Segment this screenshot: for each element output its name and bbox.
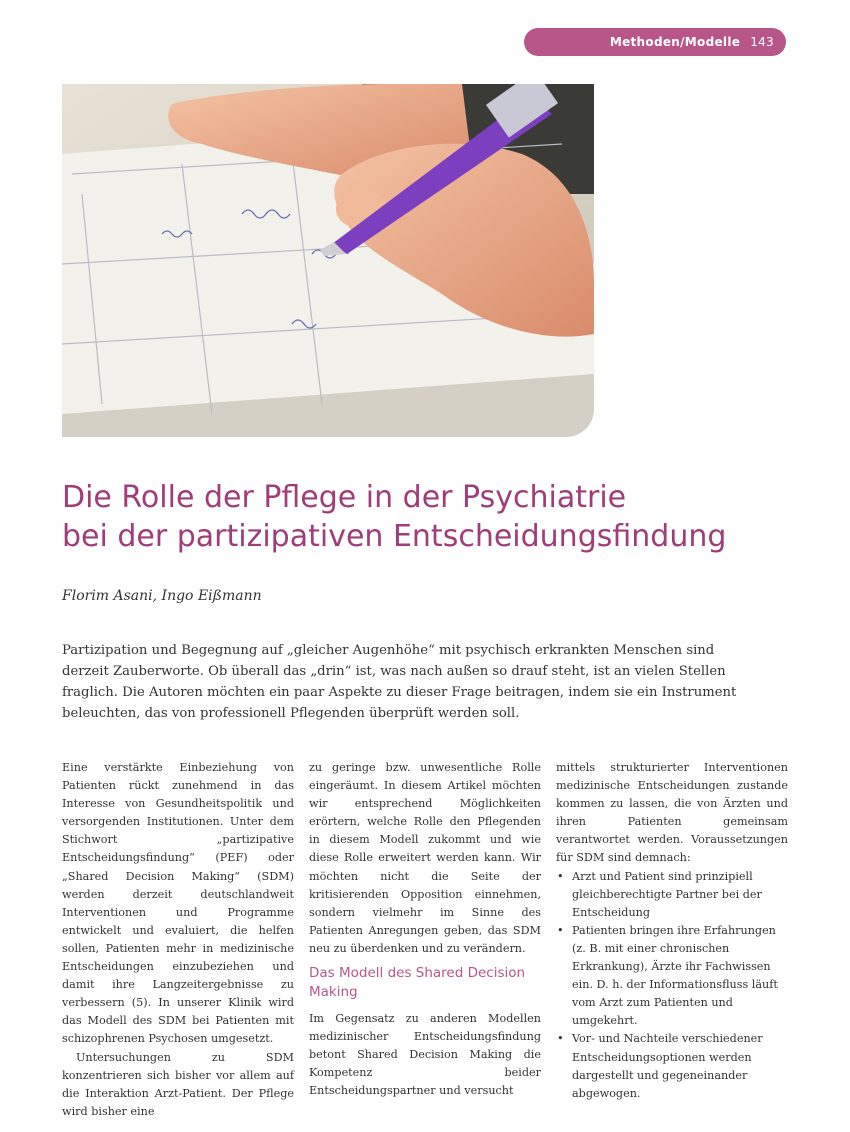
lead-paragraph bbox=[62, 640, 762, 724]
section-header-badge bbox=[524, 28, 786, 56]
paragraph: mittels strukturierter Interventionen medizinische Entscheidungen zustande kommen zu lassen, die von Ärzten und ihren Patienten gemeinsam verantwortet werden. Voraussetzungen für SDM sind demnach: bbox=[556, 761, 788, 865]
paragraph: Untersuchungen zu SDM konzentrieren sich bisher vor allem auf die Interaktion Arzt-Patient. Der Pflege wird bisher eine bbox=[62, 1050, 294, 1118]
paragraph: Im Gegensatz zu anderen Modellen medizinischer Entscheidungsfindung betont Shared Decision Making die Kompetenz beider Entscheidungspartner und versucht bbox=[309, 1012, 541, 1098]
authors: Florim Asani, Ingo Eißmann bbox=[62, 588, 262, 604]
column-3 bbox=[556, 759, 788, 1103]
paragraph: zu geringe bzw. unwesentliche Rolle eingeräumt. In diesem Artikel möchten wir entsprechend Möglichkeiten erörtern, welche Rolle den Pflegenden in diesem Modell zukommt und wie diese Rolle erweitert werden kann. Wir möchten nicht die Seite der kritisierenden Opposition einnehmen, sondern vielmehr im Sinne des Patienten Anregungen geben, das SDM neu zu überdenken und zu verändern. bbox=[309, 761, 541, 955]
list-item bbox=[556, 922, 788, 1031]
lead-text: Partizipation und Begegnung auf „gleicher Augenhöhe“ mit psychisch erkrankten Menschen sind derzeit Zauberworte. Ob überall das „drin“ ist, was nach außen so drauf steht, ist an vielen Stellen fraglich. Die Autoren möchten ein paar Aspekte zu dieser Frage beitragen, indem sie ein Instrument beleuchten, das von professionell Pflegenden überprüft werden soll. bbox=[62, 643, 737, 721]
column-1 bbox=[62, 759, 294, 1121]
list-item bbox=[556, 868, 788, 922]
article-photo bbox=[62, 84, 594, 437]
bullet-icon: • bbox=[557, 923, 564, 937]
title-line-1: Die Rolle der Pflege in der Psychiatrie bbox=[62, 480, 627, 515]
bullet-list bbox=[556, 868, 788, 1103]
title-line-2: bei der partizipativen Entscheidungsfindung bbox=[62, 519, 727, 554]
list-item-text: Arzt und Patient sind prinzipiell gleichberechtigte Partner bei der Entscheidung bbox=[572, 869, 762, 919]
page-number: 143 bbox=[750, 35, 774, 49]
section-heading: Das Modell des Shared Decision Making bbox=[309, 965, 526, 1001]
article-title bbox=[62, 478, 822, 556]
list-item-text: Vor- und Nachteile verschiedener Entscheidungsoptionen werden dargestellt und gegeneinander abgewogen. bbox=[572, 1032, 763, 1100]
paragraph: Eine verstärkte Einbeziehung von Patienten rückt zunehmend in das Interesse von Gesundheitspolitik und versorgenden Institutionen. Unter dem Stichwort „partizipative Entscheidungsfindung“ (PEF) oder „Shared Decision Making“ (SDM) werden derzeit deutschlandweit Interventionen und Programme entwickelt und evaluiert, die helfen sollen, Patienten mehr in medizinische Entscheidungen einzubeziehen und damit ihre Langzeitergebnisse zu verbessern (5). In unserer Klinik wird das Modell des SDM bei Patienten mit schizophrenen Psychosen umgesetzt. bbox=[62, 761, 294, 1046]
list-item bbox=[556, 1030, 788, 1102]
column-2 bbox=[309, 759, 541, 1101]
bullet-icon: • bbox=[557, 869, 564, 883]
list-item-text: Patienten bringen ihre Erfahrungen (z. B. mit einer chronischen Erkrankung), Ärzte ihr Fachwissen ein. D. h. der Informationsfluss läuft vom Arzt zum Patienten und umgekehrt. bbox=[572, 923, 778, 1028]
bullet-icon: • bbox=[557, 1032, 564, 1046]
section-label: Methoden/Modelle bbox=[609, 35, 741, 49]
